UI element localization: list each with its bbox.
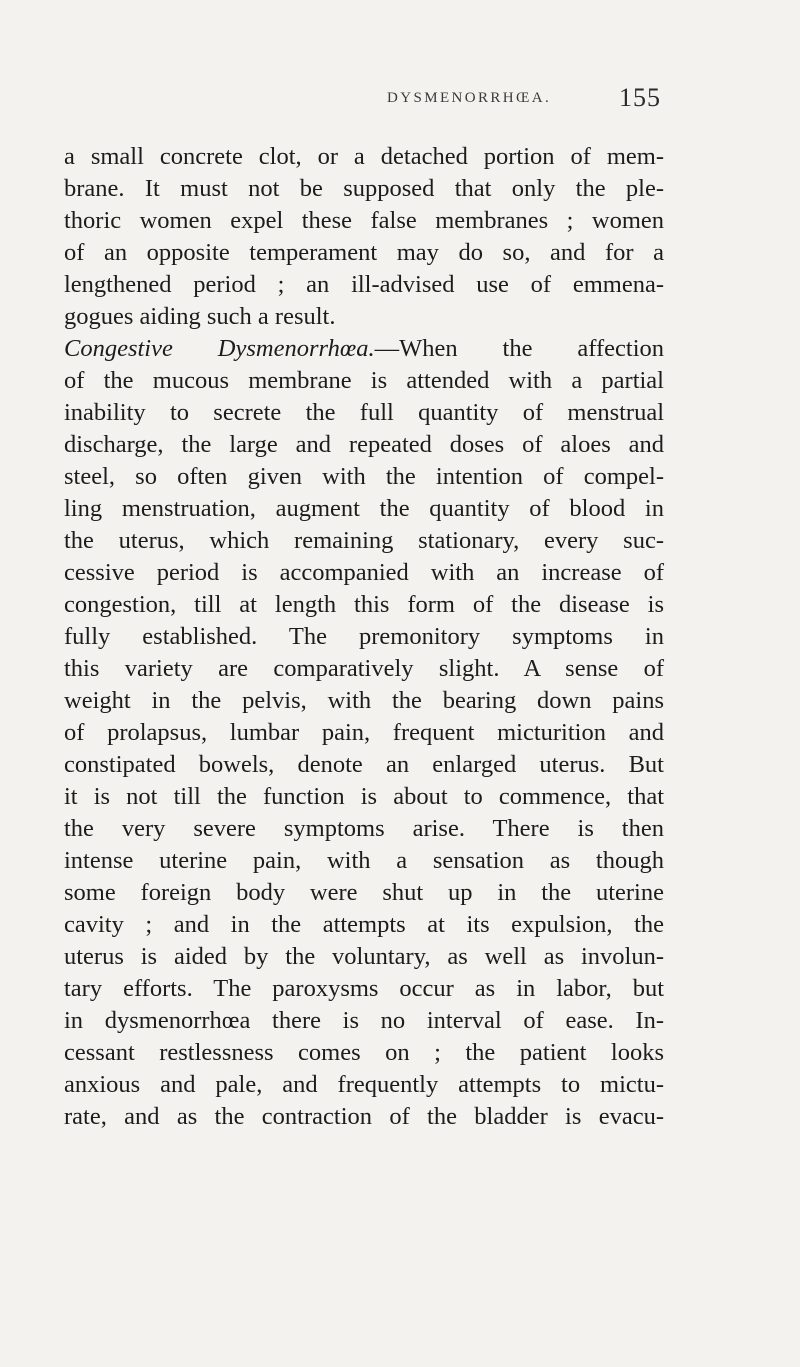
text-line: of prolapsus, lumbar pain, frequent micturition and — [64, 719, 664, 746]
text-line: rate, and as the contraction of the bladder is evacu- — [64, 1103, 664, 1130]
text-line: a small concrete clot, or a detached portion of mem- — [64, 143, 664, 170]
text-line: uterus is aided by the voluntary, as well as involun- — [64, 943, 664, 970]
text-line: discharge, the large and repeated doses of aloes and — [64, 431, 664, 458]
text-line: the very severe symptoms arise. There is then — [64, 815, 664, 842]
text-line: some foreign body were shut up in the uterine — [64, 879, 664, 906]
text-line: cessive period is accompanied with an increase of — [64, 559, 664, 586]
text-line: thoric women expel these false membranes ; women — [64, 207, 664, 234]
text-line: cessant restlessness comes on ; the patient looks — [64, 1039, 664, 1066]
text-line: of the mucous membrane is attended with a partial — [64, 367, 664, 394]
text-line: fully established. The premonitory symptoms in — [64, 623, 664, 650]
text-line: ling menstruation, augment the quantity of blood in — [64, 495, 664, 522]
text-line: this variety are comparatively slight. A sense of — [64, 655, 664, 682]
text-line: steel, so often given with the intention of compel- — [64, 463, 664, 490]
text-line: brane. It must not be supposed that only the ple- — [64, 175, 664, 202]
text-line: in dysmenorrhœa there is no interval of ease. In- — [64, 1007, 664, 1034]
page-number: 155 — [619, 83, 661, 112]
running-head — [0, 83, 800, 113]
text-line: anxious and pale, and frequently attempts to mictu- — [64, 1071, 664, 1098]
text-line: inability to secrete the full quantity of menstrual — [64, 399, 664, 426]
text-line: tary efforts. The paroxysms occur as in labor, but — [64, 975, 664, 1002]
text-line: it is not till the function is about to commence, that — [64, 783, 664, 810]
text-line: cavity ; and in the attempts at its expulsion, the — [64, 911, 664, 938]
text-line: congestion, till at length this form of the disease is — [64, 591, 664, 618]
text-line: the uterus, which remaining stationary, every suc- — [64, 527, 664, 554]
section-heading-line: Congestive Dysmenorrhœa.—When the affection — [64, 335, 665, 362]
section-heading: Congestive Dysmenorrhœa. — [64, 335, 375, 362]
body-text — [64, 141, 664, 1133]
running-head-title: DYSMENORRHŒA. — [387, 90, 552, 106]
text-line: constipated bowels, denote an enlarged uterus. But — [64, 751, 664, 778]
text-line: gogues aiding such a result. — [64, 303, 336, 330]
text-line: lengthened period ; an ill-advised use of emmena- — [64, 271, 664, 298]
text-line: weight in the pelvis, with the bearing down pains — [64, 687, 664, 714]
text-line: of an opposite temperament may do so, and for a — [64, 239, 664, 266]
text-line: intense uterine pain, with a sensation as though — [64, 847, 664, 874]
